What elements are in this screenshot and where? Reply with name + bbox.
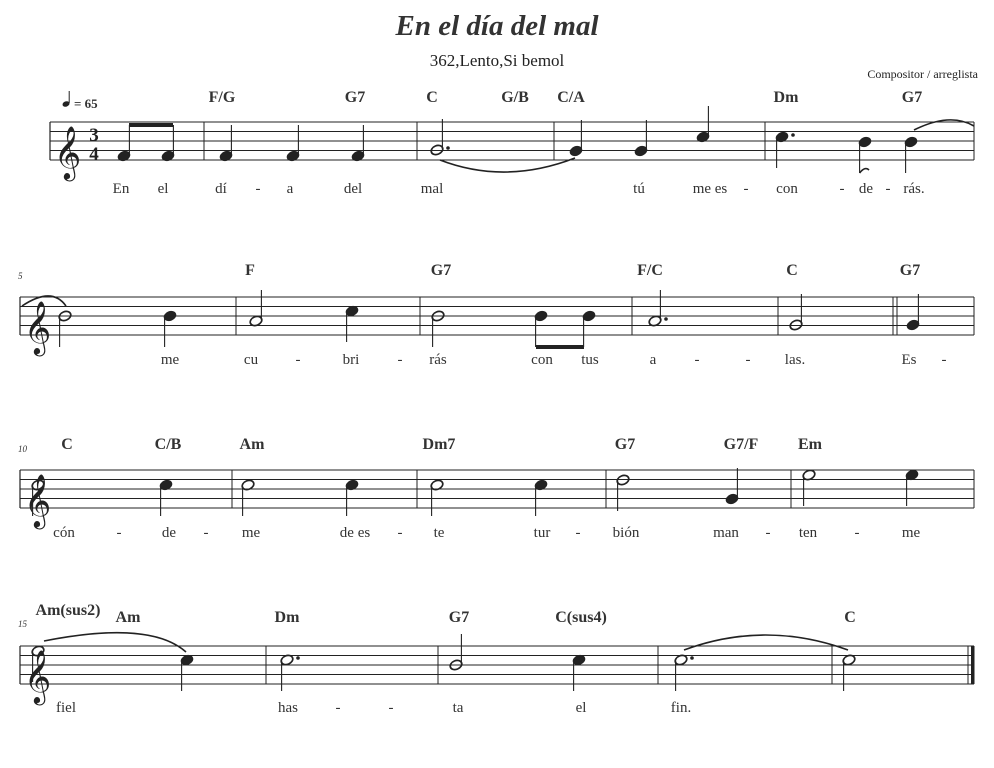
chord-symbol: C	[786, 262, 798, 279]
lyric-syllable: tur	[533, 525, 551, 541]
lyric-syllable: me es	[692, 181, 728, 197]
lyric-syllable: me	[901, 525, 921, 541]
lyric-syllable: -	[203, 525, 209, 541]
lyric-syllable: me	[241, 525, 261, 541]
lyric-syllable: con	[531, 352, 553, 368]
lyric-syllable: fiel	[56, 700, 76, 716]
time-signature-bottom: 4	[89, 144, 99, 165]
treble-clef-icon: 𝄞	[24, 475, 52, 526]
chord-symbol: Dm	[773, 89, 799, 106]
chord-symbol: C/A	[557, 89, 585, 106]
lyric-syllable: bri	[342, 352, 360, 368]
lyric-syllable: el	[157, 181, 169, 197]
chord-symbol: G7	[901, 89, 923, 106]
lyric-syllable: cón	[53, 525, 75, 541]
lyric-syllable: bión	[612, 525, 640, 541]
chord-symbol: Dm7	[422, 436, 456, 453]
final-barline-thick	[971, 646, 975, 684]
lyric-syllable: de es	[339, 525, 371, 541]
chord-symbol: C	[426, 89, 438, 106]
chord-symbol: G7	[448, 609, 470, 626]
time-signature-top: 3	[89, 125, 99, 146]
lyric-syllable: del	[343, 181, 363, 197]
tie-slur	[914, 120, 974, 130]
eighth-flag	[860, 169, 869, 173]
lyric-syllable: has	[278, 700, 298, 716]
lyric-syllable: -	[295, 352, 301, 368]
lyric-syllable: rás	[429, 352, 447, 368]
chord-symbol: Em	[798, 436, 822, 453]
lyric-syllable: con	[776, 181, 798, 197]
chord-symbol: F/G	[208, 89, 236, 106]
augmentation-dot	[296, 656, 300, 660]
lyric-syllable: -	[255, 181, 261, 197]
lyric-syllable: te	[433, 525, 445, 541]
augmentation-dot	[664, 317, 668, 321]
lyric-syllable: Es	[901, 352, 917, 368]
lyric-syllable: -	[885, 181, 891, 197]
lyric-syllable: dí	[215, 181, 227, 197]
chord-symbol: F/C	[637, 262, 663, 279]
augmentation-dot	[791, 133, 795, 137]
song-subtitle: 362,Lento,Si bemol	[429, 51, 565, 70]
measure-number: 15	[18, 619, 27, 629]
tie-slur	[44, 633, 186, 652]
lyric-syllable: mal	[420, 181, 444, 197]
measure-number: 10	[18, 444, 27, 454]
chord-symbol: G7	[899, 262, 921, 279]
lyric-syllable: -	[765, 525, 771, 541]
lyric-syllable: man	[713, 525, 739, 541]
chord-symbol: C/B	[154, 436, 182, 453]
lyric-syllable: ta	[452, 700, 464, 716]
chord-symbol: Dm	[274, 609, 300, 626]
treble-clef-icon: 𝄞	[54, 127, 82, 178]
chord-symbol: C	[61, 436, 73, 453]
song-title: En el día del mal	[395, 10, 599, 42]
lyric-syllable: tú	[633, 181, 645, 197]
lyric-syllable: -	[388, 700, 394, 716]
lyric-syllable: -	[397, 525, 403, 541]
lyric-syllable: tus	[581, 352, 599, 368]
augmentation-dot	[690, 656, 694, 660]
chord-symbol: C(sus4)	[555, 609, 607, 626]
lyric-syllable: En	[112, 181, 130, 197]
lyric-syllable: -	[941, 352, 947, 368]
composer-credit: Compositor / arreglista	[867, 67, 978, 81]
chord-symbol: G/B	[501, 89, 529, 106]
lyric-syllable: a	[649, 352, 657, 368]
lyric-syllable: -	[854, 525, 860, 541]
treble-clef-icon: 𝄞	[24, 651, 52, 702]
lyric-syllable: rás.	[903, 181, 925, 197]
tempo-marking: = 65	[74, 96, 98, 111]
treble-clef-icon: 𝄞	[24, 302, 52, 353]
lyric-syllable: ten	[798, 525, 818, 541]
chord-symbol: G7	[430, 262, 452, 279]
lyric-syllable: de	[161, 525, 177, 541]
measure-number: 5	[18, 271, 23, 281]
chord-symbol: F	[245, 262, 255, 279]
tie-slur	[684, 635, 848, 650]
chord-symbol: C	[844, 609, 856, 626]
chord-symbol: Am	[239, 436, 265, 453]
lyric-syllable: -	[745, 352, 751, 368]
lyric-syllable: el	[575, 700, 587, 716]
lyric-syllable: -	[839, 181, 845, 197]
lyric-syllable: a	[286, 181, 294, 197]
lyric-syllable: -	[694, 352, 700, 368]
chord-symbol: Am(sus2)	[35, 602, 101, 619]
lyric-syllable: -	[116, 525, 122, 541]
lyric-syllable: -	[743, 181, 749, 197]
chord-symbol: G7/F	[723, 436, 759, 453]
chord-symbol: G7	[344, 89, 366, 106]
augmentation-dot	[446, 146, 450, 150]
lyric-syllable: -	[397, 352, 403, 368]
lyric-syllable: cu	[243, 352, 259, 368]
lyric-syllable: fin.	[670, 700, 692, 716]
chord-symbol: G7	[614, 436, 636, 453]
lyric-syllable: las.	[784, 352, 806, 368]
chord-symbol: Am	[115, 609, 141, 626]
lyric-syllable: -	[575, 525, 581, 541]
lyric-syllable: -	[335, 700, 341, 716]
lyric-syllable: me	[160, 352, 180, 368]
lyric-syllable: de	[858, 181, 874, 197]
